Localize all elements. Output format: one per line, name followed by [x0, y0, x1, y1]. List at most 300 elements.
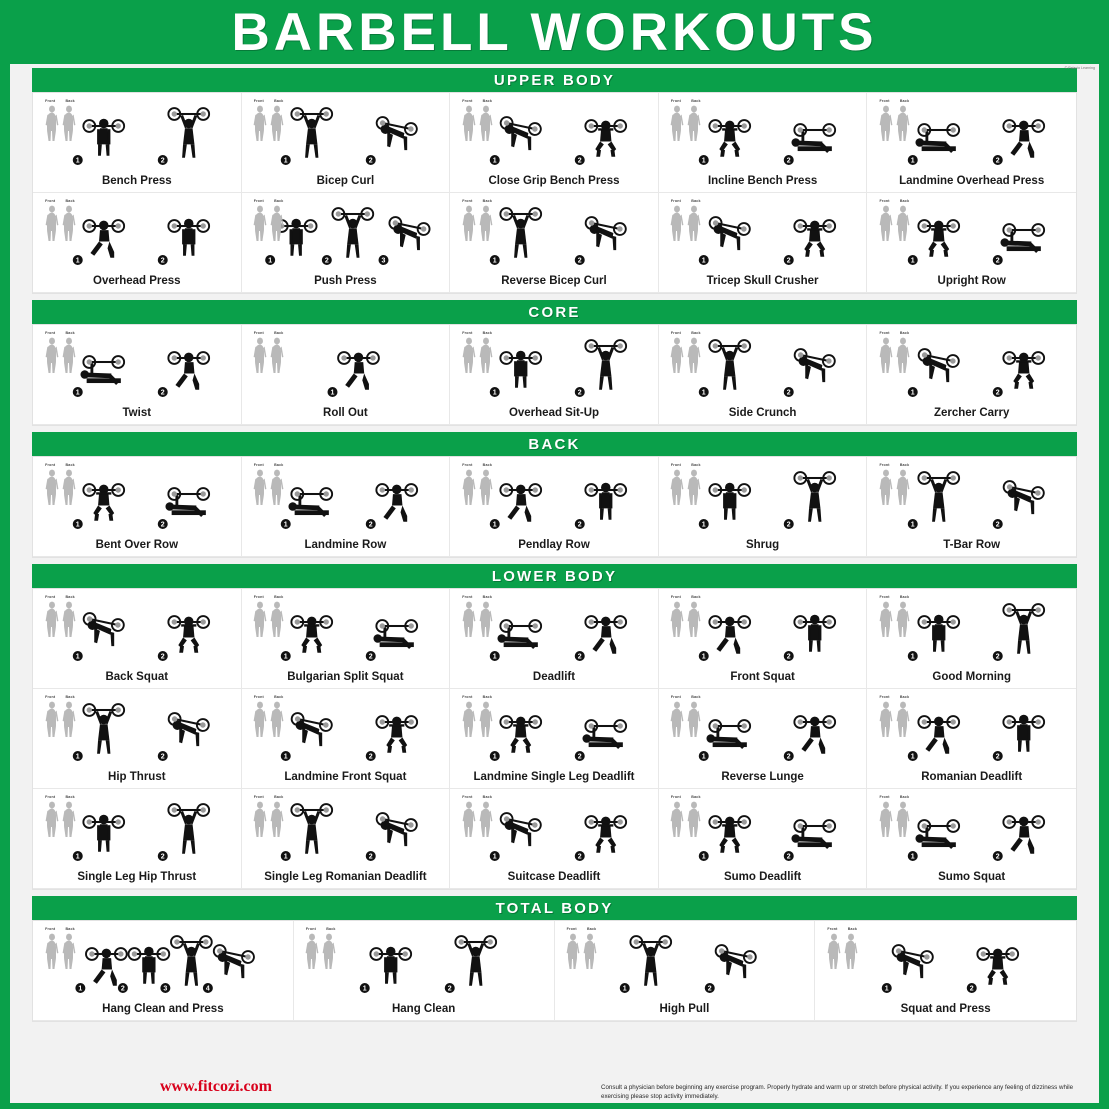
exercise-name: Landmine Overhead Press	[899, 174, 1045, 187]
svg-text:1: 1	[910, 853, 915, 861]
right-green-border	[1099, 64, 1109, 1109]
exercise-figure	[662, 330, 864, 405]
svg-text:2: 2	[369, 753, 374, 761]
muscle-map-caption: Front Back	[462, 99, 493, 103]
svg-text:1: 1	[492, 653, 497, 661]
svg-text:1: 1	[330, 389, 335, 397]
muscle-map	[40, 596, 80, 639]
exercise-name: Tricep Skull Crusher	[706, 274, 819, 287]
svg-text:1: 1	[910, 521, 915, 529]
muscle-map	[249, 596, 289, 639]
svg-text:2: 2	[786, 753, 791, 761]
svg-text:1: 1	[75, 257, 80, 265]
muscle-map	[457, 332, 497, 375]
muscle-map	[822, 928, 862, 971]
svg-text:1: 1	[362, 985, 367, 993]
exercise-name: Hip Thrust	[108, 770, 166, 783]
exercise-card[interactable]	[867, 689, 1076, 789]
svg-text:2: 2	[577, 521, 582, 529]
exercise-figure	[453, 694, 655, 769]
exercise-name: Upright Row	[937, 274, 1006, 287]
muscle-map-caption: Front Back	[462, 199, 493, 203]
svg-text:1: 1	[701, 653, 706, 661]
muscle-map-caption: Front Back	[45, 795, 75, 799]
exercise-name: Bent Over Row	[95, 538, 179, 551]
svg-text:2: 2	[160, 521, 165, 529]
muscle-map	[562, 928, 602, 971]
muscle-map	[874, 596, 914, 639]
exercise-name: Landmine Row	[304, 538, 387, 551]
svg-text:2: 2	[786, 157, 791, 165]
svg-text:1: 1	[701, 753, 706, 761]
svg-text:2: 2	[995, 521, 1000, 529]
muscle-map	[40, 696, 80, 739]
disclaimer-text: Consult a physician before beginning any exercise program. Properly hydrate and warm up or stretch before physical activity. If you experience any feeling of dizziness while exercising please stop activity immediately.	[601, 1084, 1074, 1100]
exercise-figure	[870, 330, 1073, 405]
muscle-map	[457, 100, 497, 143]
svg-text:1: 1	[268, 257, 273, 265]
exercise-name: Side Crunch	[728, 406, 797, 419]
exercise-card[interactable]	[33, 93, 242, 193]
muscle-map	[40, 464, 80, 507]
svg-text:1: 1	[75, 853, 80, 861]
exercise-name: Landmine Single Leg Deadlift	[473, 770, 635, 783]
muscle-map	[249, 464, 289, 507]
muscle-map-caption: Front Back	[45, 463, 75, 467]
svg-text:2: 2	[369, 521, 374, 529]
copyright-note: © Palacio Learning	[1064, 66, 1095, 70]
section-back	[32, 432, 1077, 558]
svg-text:2: 2	[577, 853, 582, 861]
svg-text:2: 2	[447, 985, 452, 993]
muscle-map-caption: Front Back	[879, 99, 910, 103]
muscle-map-caption: Front Back	[253, 199, 284, 203]
svg-text:2: 2	[969, 985, 974, 993]
sections-root	[10, 68, 1099, 1022]
svg-text:1: 1	[75, 521, 80, 529]
exercise-name: Deadlift	[532, 670, 576, 683]
muscle-map-caption: Front Back	[45, 99, 75, 103]
muscle-map	[874, 200, 914, 243]
exercise-name: Back Squat	[105, 670, 169, 683]
website-url: www.fitcozi.com	[160, 1078, 272, 1095]
exercise-illustration	[854, 926, 1038, 998]
exercise-card[interactable]	[33, 193, 242, 293]
exercise-figure	[297, 926, 551, 1001]
exercise-card[interactable]	[450, 457, 659, 557]
exercise-name: Landmine Front Squat	[284, 770, 407, 783]
exercise-name: Bench Press	[101, 174, 172, 187]
exercise-figure	[453, 794, 655, 869]
muscle-map	[249, 796, 289, 839]
svg-text:4: 4	[205, 985, 210, 993]
exercise-card[interactable]	[33, 325, 242, 425]
exercise-card[interactable]	[659, 325, 868, 425]
exercise-card[interactable]	[555, 921, 816, 1021]
exercise-name: Close Grip Bench Press	[488, 174, 620, 187]
svg-text:2: 2	[786, 853, 791, 861]
svg-text:2: 2	[369, 853, 374, 861]
svg-text:2: 2	[577, 157, 582, 165]
svg-text:2: 2	[120, 985, 125, 993]
muscle-map-caption: Front Back	[670, 595, 701, 599]
exercise-card[interactable]	[867, 193, 1076, 293]
exercise-illustration	[71, 926, 255, 998]
muscle-map	[666, 100, 706, 143]
muscle-map-caption: Front Back	[253, 99, 284, 103]
muscle-map	[666, 464, 706, 507]
svg-text:2: 2	[325, 257, 330, 265]
exercise-name: Hang Clean	[391, 1002, 456, 1015]
svg-text:1: 1	[492, 853, 497, 861]
exercise-card[interactable]	[659, 789, 868, 889]
exercise-card[interactable]	[450, 789, 659, 889]
svg-text:1: 1	[910, 753, 915, 761]
bottom-green-border	[0, 1103, 1109, 1109]
exercise-grid	[32, 92, 1077, 294]
muscle-map	[457, 696, 497, 739]
svg-text:2: 2	[995, 157, 1000, 165]
exercise-card[interactable]	[867, 589, 1076, 689]
exercise-figure	[245, 794, 447, 869]
exercise-figure	[36, 198, 238, 273]
exercise-grid	[32, 920, 1077, 1022]
exercise-figure	[245, 694, 447, 769]
muscle-map	[301, 928, 341, 971]
svg-text:1: 1	[492, 389, 497, 397]
exercise-illustration	[592, 926, 776, 998]
exercise-card[interactable]	[242, 193, 451, 293]
page-title: BARBELL WORKOUTS	[231, 2, 878, 62]
exercise-figure	[36, 694, 238, 769]
exercise-card[interactable]	[242, 589, 451, 689]
svg-text:2: 2	[786, 521, 791, 529]
exercise-card[interactable]	[294, 921, 555, 1021]
exercise-figure	[36, 926, 290, 1001]
muscle-map-caption: Front Back	[253, 331, 284, 335]
svg-text:2: 2	[160, 157, 165, 165]
exercise-card[interactable]	[33, 789, 242, 889]
exercise-illustration	[332, 926, 516, 998]
muscle-map-caption: Front Back	[879, 331, 910, 335]
exercise-card[interactable]	[33, 589, 242, 689]
svg-text:1: 1	[492, 753, 497, 761]
exercise-card[interactable]	[242, 93, 451, 193]
exercise-name: Roll Out	[323, 406, 368, 419]
svg-text:1: 1	[701, 521, 706, 529]
muscle-map	[457, 596, 497, 639]
muscle-map-caption: Front Back	[879, 595, 910, 599]
svg-text:2: 2	[577, 753, 582, 761]
muscle-map-caption: Front Back	[45, 695, 75, 699]
exercise-figure	[662, 694, 864, 769]
exercise-figure	[453, 98, 655, 173]
exercise-name: Push Press	[314, 274, 377, 287]
exercise-card[interactable]	[33, 457, 242, 557]
svg-text:1: 1	[284, 853, 289, 861]
muscle-map-caption: Front Back	[45, 595, 75, 599]
exercise-card[interactable]	[450, 689, 659, 789]
exercise-card[interactable]	[659, 93, 868, 193]
muscle-map-caption: Front Back	[462, 695, 493, 699]
muscle-map-caption: Front Back	[462, 331, 493, 335]
exercise-card[interactable]	[659, 589, 868, 689]
muscle-map-caption: Front Back	[462, 463, 493, 467]
exercise-name: Suitcase Deadlift	[507, 870, 601, 883]
svg-text:2: 2	[995, 389, 1000, 397]
svg-text:1: 1	[701, 157, 706, 165]
muscle-map	[40, 332, 80, 375]
exercise-figure	[662, 198, 864, 273]
exercise-figure	[245, 198, 447, 273]
exercise-figure	[245, 462, 447, 537]
exercise-card[interactable]	[242, 457, 451, 557]
exercise-card[interactable]	[242, 325, 451, 425]
exercise-figure	[245, 330, 447, 405]
exercise-name: Sumo Squat	[938, 870, 1006, 883]
exercise-name: Overhead Sit-Up	[508, 406, 600, 419]
muscle-map-caption: Front Back	[45, 331, 75, 335]
exercise-card[interactable]	[450, 325, 659, 425]
svg-text:1: 1	[75, 653, 80, 661]
exercise-card[interactable]	[659, 689, 868, 789]
svg-text:1: 1	[75, 157, 80, 165]
section-heading: BACK	[32, 432, 1077, 456]
section-total-body	[32, 896, 1077, 1022]
svg-text:1: 1	[884, 985, 889, 993]
muscle-map	[249, 100, 289, 143]
svg-text:2: 2	[160, 853, 165, 861]
svg-text:2: 2	[160, 653, 165, 661]
muscle-map-caption: Front Back	[253, 463, 284, 467]
muscle-map	[874, 332, 914, 375]
exercise-name: Twist	[122, 406, 152, 419]
exercise-figure	[36, 462, 238, 537]
muscle-map	[249, 200, 289, 243]
poster-body	[10, 64, 1099, 1109]
section-core	[32, 300, 1077, 426]
svg-text:2: 2	[160, 753, 165, 761]
muscle-map-caption: Front Back	[670, 199, 701, 203]
svg-text:1: 1	[910, 389, 915, 397]
muscle-map	[457, 200, 497, 243]
exercise-figure	[36, 330, 238, 405]
exercise-card[interactable]	[659, 193, 868, 293]
exercise-figure	[245, 594, 447, 669]
svg-text:1: 1	[910, 157, 915, 165]
svg-text:1: 1	[75, 389, 80, 397]
svg-text:1: 1	[701, 389, 706, 397]
svg-text:2: 2	[577, 653, 582, 661]
muscle-map-caption: Front Back	[253, 595, 284, 599]
exercise-card[interactable]	[33, 689, 242, 789]
muscle-map	[249, 696, 289, 739]
muscle-map-caption: Front Back	[462, 795, 493, 799]
svg-text:2: 2	[995, 257, 1000, 265]
muscle-map-caption: Front Back	[462, 595, 493, 599]
muscle-map-caption: Front Back	[253, 695, 284, 699]
exercise-name: Reverse Bicep Curl	[501, 274, 607, 287]
exercise-card[interactable]	[815, 921, 1076, 1021]
muscle-map-caption: Front Back	[253, 795, 284, 799]
muscle-map	[666, 596, 706, 639]
exercise-name: Single Leg Hip Thrust	[77, 870, 197, 883]
svg-text:1: 1	[701, 853, 706, 861]
exercise-name: Single Leg Romanian Deadlift	[264, 870, 427, 883]
section-heading: LOWER BODY	[32, 564, 1077, 588]
exercise-card[interactable]	[450, 193, 659, 293]
exercise-card[interactable]	[867, 789, 1076, 889]
exercise-figure	[870, 694, 1073, 769]
svg-text:2: 2	[160, 257, 165, 265]
muscle-map-caption: Front Back	[670, 695, 701, 699]
muscle-map	[874, 464, 914, 507]
exercise-card[interactable]	[33, 921, 294, 1021]
exercise-card[interactable]	[867, 457, 1076, 557]
exercise-card[interactable]	[242, 689, 451, 789]
muscle-map-caption: Front Back	[879, 463, 910, 467]
svg-text:3: 3	[163, 985, 168, 993]
muscle-map	[874, 696, 914, 739]
svg-text:3: 3	[381, 257, 386, 265]
exercise-figure	[870, 794, 1073, 869]
muscle-map	[249, 332, 289, 375]
muscle-map	[874, 100, 914, 143]
svg-text:1: 1	[284, 157, 289, 165]
exercise-figure	[662, 794, 864, 869]
left-green-border	[0, 64, 10, 1109]
muscle-map	[457, 796, 497, 839]
exercise-figure	[870, 462, 1073, 537]
exercise-figure	[453, 198, 655, 273]
svg-text:2: 2	[786, 257, 791, 265]
exercise-figure	[662, 98, 864, 173]
svg-text:1: 1	[284, 653, 289, 661]
exercise-name: Romanian Deadlift	[921, 770, 1023, 783]
poster-title-bar	[0, 0, 1109, 64]
exercise-name: Sumo Deadlift	[723, 870, 802, 883]
svg-text:2: 2	[786, 653, 791, 661]
svg-text:2: 2	[995, 653, 1000, 661]
exercise-card[interactable]	[242, 789, 451, 889]
muscle-map-caption: Front Back	[879, 199, 910, 203]
exercise-name: Bulgarian Split Squat	[287, 670, 404, 683]
muscle-map	[874, 796, 914, 839]
exercise-grid	[32, 456, 1077, 558]
svg-text:1: 1	[492, 521, 497, 529]
muscle-map-caption: Front Back	[879, 795, 910, 799]
svg-text:1: 1	[910, 257, 915, 265]
svg-text:1: 1	[623, 985, 628, 993]
exercise-name: Reverse Lunge	[721, 770, 804, 783]
muscle-map	[666, 200, 706, 243]
svg-text:2: 2	[369, 653, 374, 661]
svg-text:2: 2	[369, 157, 374, 165]
muscle-map-caption: Front Back	[670, 331, 701, 335]
section-lower-body	[32, 564, 1077, 890]
svg-text:2: 2	[577, 389, 582, 397]
svg-text:2: 2	[995, 853, 1000, 861]
muscle-map-caption: Front Back	[827, 927, 858, 931]
muscle-map-caption: Front Back	[879, 695, 910, 699]
exercise-figure	[870, 198, 1073, 273]
exercise-name: Bicep Curl	[316, 174, 375, 187]
muscle-map-caption: Front Back	[670, 463, 701, 467]
muscle-map	[457, 464, 497, 507]
exercise-figure	[453, 594, 655, 669]
exercise-figure	[36, 98, 238, 173]
svg-text:1: 1	[701, 257, 706, 265]
muscle-map	[40, 100, 80, 143]
exercise-name: Zercher Carry	[933, 406, 1010, 419]
svg-text:1: 1	[75, 753, 80, 761]
exercise-grid	[32, 324, 1077, 426]
exercise-name: Pendlay Row	[518, 538, 590, 551]
exercise-figure	[558, 926, 812, 1001]
muscle-map-caption: Front Back	[566, 927, 597, 931]
section-heading: TOTAL BODY	[32, 896, 1077, 920]
svg-text:1: 1	[910, 653, 915, 661]
svg-text:1: 1	[284, 521, 289, 529]
muscle-map	[40, 796, 80, 839]
exercise-figure	[870, 594, 1073, 669]
exercise-name: T-Bar Row	[943, 538, 1001, 551]
section-upper-body	[32, 68, 1077, 294]
svg-text:2: 2	[577, 257, 582, 265]
muscle-map-caption: Front Back	[670, 795, 701, 799]
muscle-map	[666, 696, 706, 739]
exercise-name: Front Squat	[730, 670, 795, 683]
exercise-figure	[36, 794, 238, 869]
exercise-figure	[818, 926, 1073, 1001]
section-heading: CORE	[32, 300, 1077, 324]
svg-text:1: 1	[78, 985, 83, 993]
svg-text:1: 1	[492, 257, 497, 265]
exercise-card[interactable]	[867, 93, 1076, 193]
exercise-card[interactable]	[867, 325, 1076, 425]
exercise-name: Squat and Press	[900, 1002, 991, 1015]
svg-text:2: 2	[160, 389, 165, 397]
muscle-map-caption: Front Back	[45, 199, 75, 203]
exercise-name: Incline Bench Press	[707, 174, 818, 187]
exercise-card[interactable]	[450, 93, 659, 193]
svg-text:2: 2	[708, 985, 713, 993]
exercise-card[interactable]	[450, 589, 659, 689]
muscle-map	[666, 332, 706, 375]
exercise-figure	[662, 462, 864, 537]
exercise-name: Shrug	[745, 538, 780, 551]
exercise-figure	[662, 594, 864, 669]
muscle-map-caption: Front Back	[45, 927, 75, 931]
exercise-name: Good Morning	[932, 670, 1011, 683]
muscle-map-caption: Front Back	[670, 99, 701, 103]
svg-text:2: 2	[786, 389, 791, 397]
exercise-name: High Pull	[659, 1002, 710, 1015]
muscle-map-caption: Front Back	[305, 927, 336, 931]
section-heading: UPPER BODY	[32, 68, 1077, 92]
exercise-card[interactable]	[659, 457, 868, 557]
exercise-figure	[870, 98, 1073, 173]
muscle-map	[40, 200, 80, 243]
exercise-grid	[32, 588, 1077, 890]
exercise-name: Hang Clean and Press	[102, 1002, 224, 1015]
muscle-map	[40, 928, 80, 971]
exercise-figure	[453, 330, 655, 405]
exercise-figure	[245, 98, 447, 173]
svg-text:2: 2	[995, 753, 1000, 761]
exercise-figure	[453, 462, 655, 537]
svg-text:1: 1	[284, 753, 289, 761]
